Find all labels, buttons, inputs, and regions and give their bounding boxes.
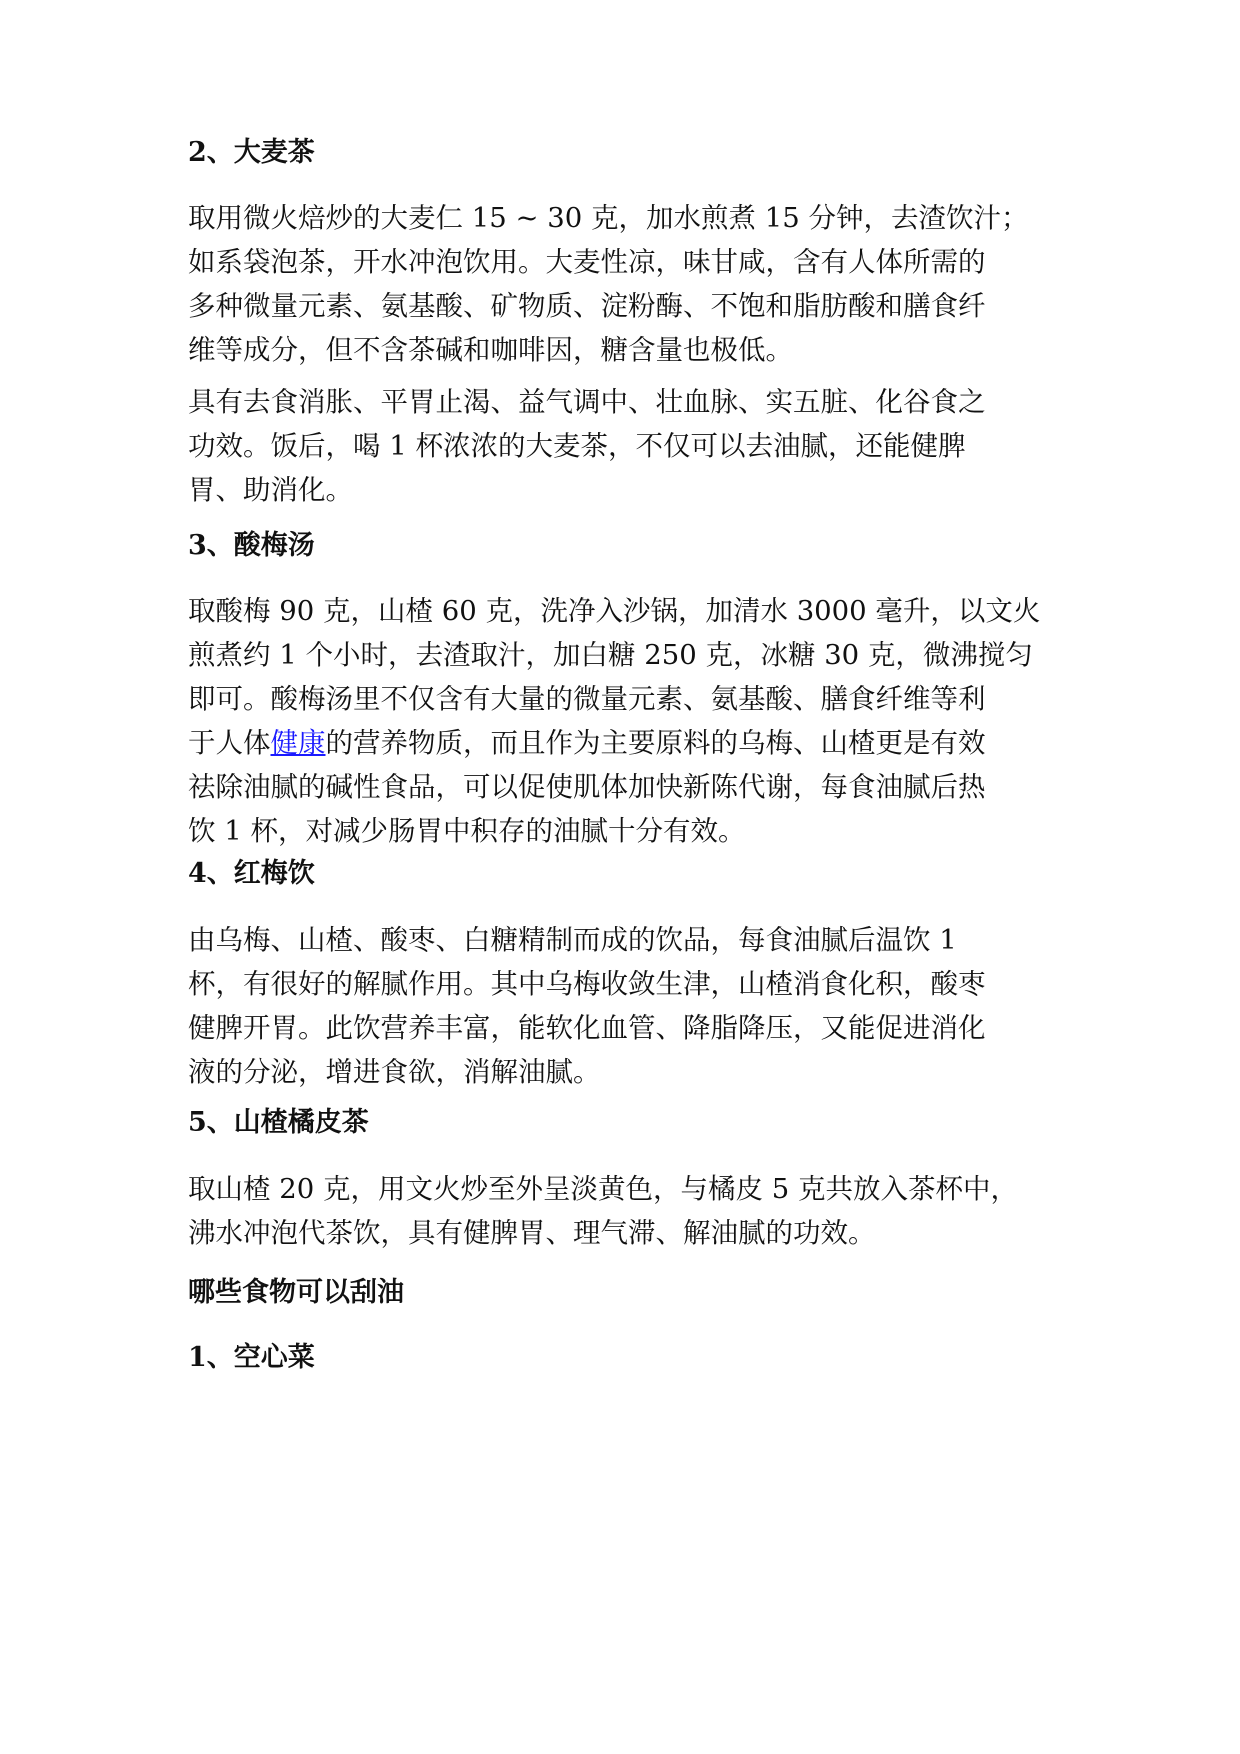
text-line: 祛除油腻的碱性食品，可以促使肌体加快新陈代谢，每食油腻后热 bbox=[188, 771, 986, 803]
heading-water-spinach: 1、空心菜 bbox=[188, 1342, 315, 1373]
text-line: 取酸梅 90 克，山楂 60 克，洗净入沙锅，加清水 3000 毫升，以文火 bbox=[188, 595, 1041, 627]
paragraph-red-plum-drink bbox=[188, 918, 1058, 1094]
text-line: 取用微火焙炒的大麦仁 15 ~ 30 克，加水煎煮 15 分钟，去渣饮汁； bbox=[188, 202, 1029, 234]
text-line: 饮 1 杯，对减少肠胃中积存的油腻十分有效。 bbox=[188, 815, 746, 847]
text-line: 如系袋泡茶，开水冲泡饮用。大麦性凉，味甘咸，含有人体所需的 bbox=[188, 246, 986, 278]
text-line bbox=[188, 721, 1058, 765]
heading-fat-scraping-foods: 哪些食物可以刮油 bbox=[188, 1277, 404, 1308]
heading-sour-plum-soup: 3、酸梅汤 bbox=[188, 530, 315, 561]
heading-barley-tea: 2、大麦茶 bbox=[188, 137, 315, 168]
text-line: 健脾开胃。此饮营养丰富，能软化血管、降脂降压，又能促进消化 bbox=[188, 1012, 986, 1044]
text-line: 多种微量元素、氨基酸、矿物质、淀粉酶、不饱和脂肪酸和膳食纤 bbox=[188, 290, 986, 322]
document-page bbox=[188, 0, 1058, 1754]
text-line: 具有去食消胀、平胃止渴、益气调中、壮血脉、实五脏、化谷食之 bbox=[188, 386, 986, 418]
text-line: 功效。饭后，喝 1 杯浓浓的大麦茶，不仅可以去油腻，还能健脾 bbox=[188, 430, 966, 462]
text-line: 由乌梅、山楂、酸枣、白糖精制而成的饮品，每食油腻后温饮 1 bbox=[188, 924, 957, 956]
health-link[interactable]: 健康 bbox=[270, 727, 326, 759]
text-line: 即可。酸梅汤里不仅含有大量的微量元素、氨基酸、膳食纤维等利 bbox=[188, 683, 986, 715]
text-fragment: 的营养物质，而且作为主要原料的乌梅、山楂更是有效 bbox=[325, 727, 986, 759]
paragraph-sour-plum-soup bbox=[188, 589, 1058, 853]
paragraph-hawthorn-tangerine-tea bbox=[188, 1167, 1058, 1255]
paragraph-barley-tea-preparation bbox=[188, 196, 1058, 372]
text-line: 杯，有很好的解腻作用。其中乌梅收敛生津，山楂消食化积，酸枣 bbox=[188, 968, 986, 1000]
heading-hawthorn-tangerine-tea: 5、山楂橘皮茶 bbox=[188, 1107, 369, 1138]
text-line: 沸水冲泡代茶饮，具有健脾胃、理气滞、解油腻的功效。 bbox=[188, 1217, 876, 1249]
text-line: 液的分泌，增进食欲，消解油腻。 bbox=[188, 1056, 601, 1088]
text-fragment: 于人体 bbox=[188, 727, 271, 759]
text-line: 维等成分，但不含茶碱和咖啡因，糖含量也极低。 bbox=[188, 334, 793, 366]
text-line: 胃、助消化。 bbox=[188, 474, 353, 506]
text-line: 煎煮约 1 个小时，去渣取汁，加白糖 250 克，冰糖 30 克，微沸搅匀 bbox=[188, 639, 1033, 671]
heading-red-plum-drink: 4、红梅饮 bbox=[188, 858, 315, 889]
paragraph-barley-tea-effects bbox=[188, 380, 1058, 512]
text-line: 取山楂 20 克，用文火炒至外呈淡黄色，与橘皮 5 克共放入茶杯中， bbox=[188, 1173, 1018, 1205]
